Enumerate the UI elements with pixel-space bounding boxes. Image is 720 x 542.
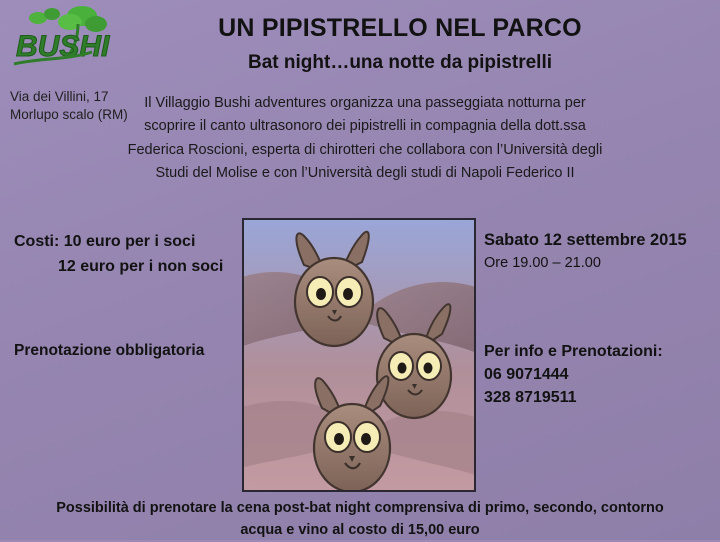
costs-block	[14, 230, 264, 280]
page-title: UN PIPISTRELLO NEL PARCO	[218, 14, 582, 42]
costs-line-2: 12 euro per i non soci	[58, 257, 224, 275]
contacts-phone-2: 328 8719511	[484, 389, 577, 407]
address-line-1: Via dei Villini, 17	[10, 89, 109, 104]
event-date: Sabato 12 settembre 2015	[484, 231, 687, 249]
address-line-2: Morlupo scalo (RM)	[10, 107, 128, 123]
bats-illustration	[242, 218, 476, 492]
event-when-block	[484, 230, 714, 275]
event-time: Ore 19.00 – 21.00	[484, 255, 601, 272]
footer-note: Possibilità di prenotare la cena post-bat night comprensiva di primo, secondo, contorno acqua e vino al costo di 15,00 euro	[56, 500, 664, 538]
costs-line-1: Costi: 10 euro per i soci	[14, 233, 196, 250]
svg-text:BUSHI: BUSHI	[16, 30, 110, 63]
booking-note: Prenotazione obbligatoria	[14, 342, 205, 359]
description-text: Il Villaggio Bushi adventures organizza una passeggiata notturna per scoprire il canto ultrasonoro dei pipistrelli in compagnia della dott.ssa Federica Roscioni, esperta di chirotteri che collabora con l’Università degli Studi del Molise e con l’Università degli studi di Napoli Federico II	[127, 95, 603, 182]
page-subtitle: Bat night…una notte da pipistrelli	[248, 52, 552, 73]
contacts-phone-1: 06 9071444	[484, 366, 569, 384]
contacts-block	[484, 340, 720, 410]
contacts-heading: Per info e Prenotazioni:	[484, 343, 663, 360]
bushi-logo-icon	[8, 4, 128, 86]
